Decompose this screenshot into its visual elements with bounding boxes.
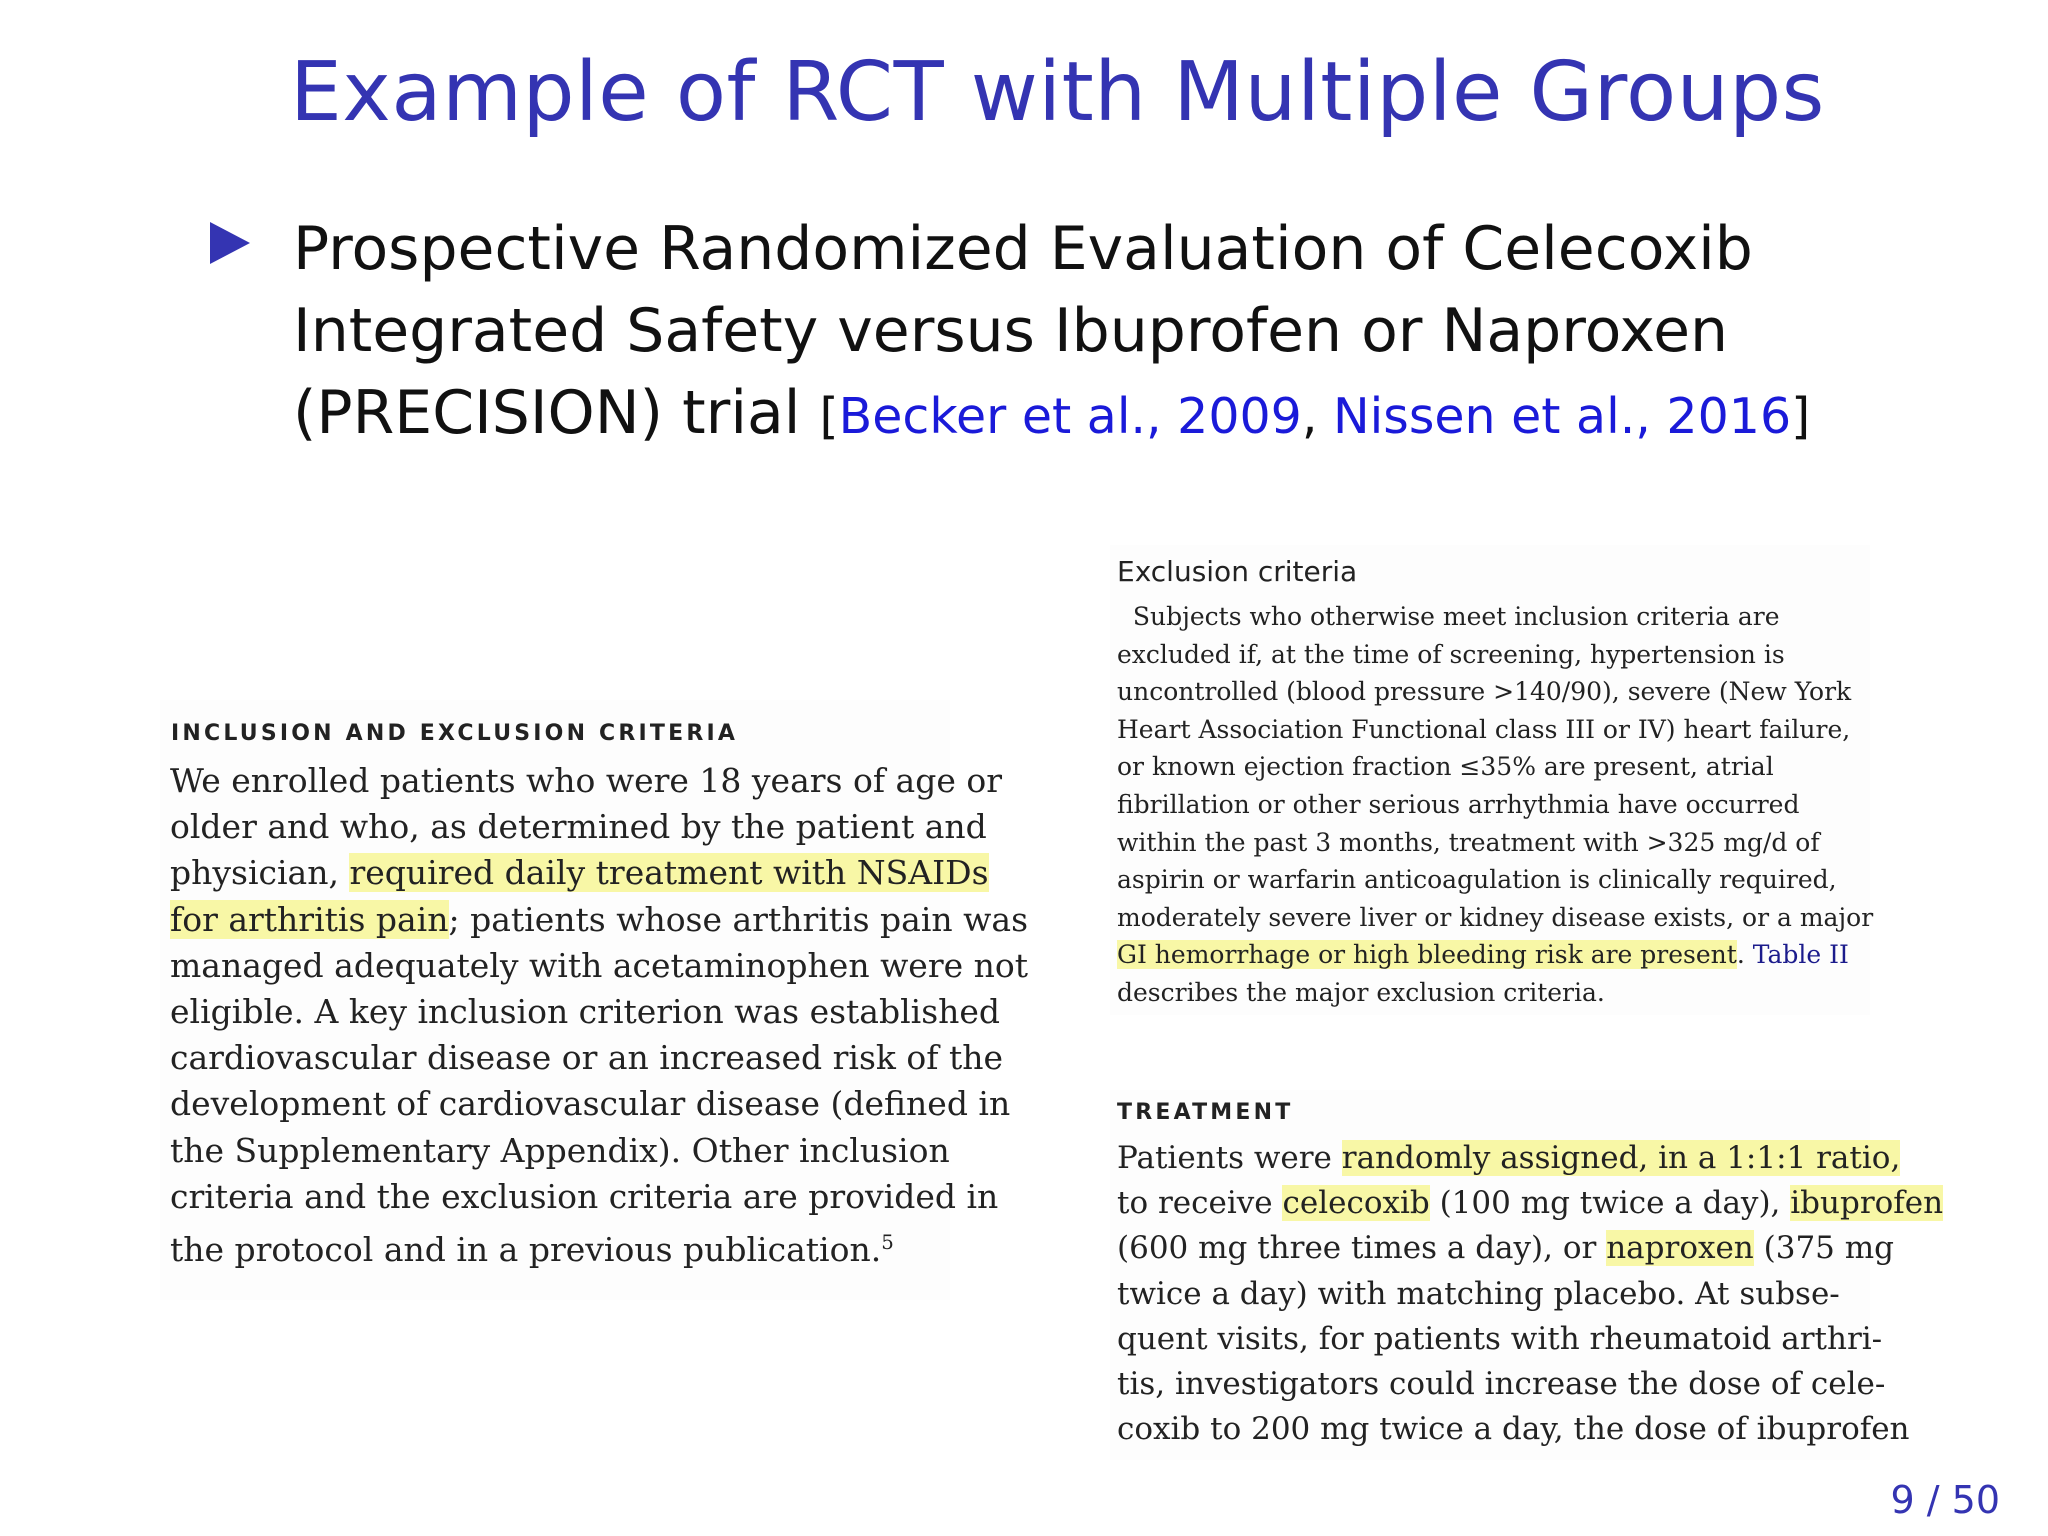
page-number: 9 / 50: [1890, 1478, 2000, 1522]
excerpt-line: [170, 1220, 1028, 1273]
excerpt-text: describes the major exclusion criteria.: [1117, 977, 1605, 1007]
excerpt-line: [1117, 598, 1873, 636]
excerpt-line: [170, 897, 1028, 943]
excerpt-line: [1117, 786, 1873, 824]
treatment-heading: TREATMENT: [1117, 1100, 1294, 1125]
treatment-body: [1117, 1136, 1943, 1452]
bullet-triangle-icon: [210, 222, 250, 264]
excerpt-line: [1117, 1136, 1943, 1181]
highlighted-text: naproxen: [1606, 1230, 1754, 1267]
excerpt-text: within the past 3 months, treatment with >325 mg/d of: [1117, 827, 1820, 857]
excerpt-text: managed adequately with acetaminophen were not: [170, 945, 1029, 985]
excerpt-text: .: [1736, 940, 1753, 970]
excerpt-line: [1117, 748, 1873, 786]
inclusion-heading: INCLUSION AND EXCLUSION CRITERIA: [171, 721, 739, 746]
excerpt-line: [170, 1035, 1028, 1081]
excerpt-line: [1117, 1317, 1943, 1362]
excerpt-line: [1117, 974, 1873, 1012]
excerpt-text: the protocol and in a previous publication.: [170, 1230, 882, 1270]
highlighted-text: celecoxib: [1282, 1185, 1430, 1222]
citation-group: [820, 388, 1811, 445]
excerpt-text: (100 mg twice a day),: [1429, 1185, 1791, 1222]
excerpt-text: (600 mg three times a day), or: [1117, 1230, 1607, 1267]
excerpt-text: physician,: [170, 853, 350, 893]
excerpt-line: [170, 804, 1028, 850]
excerpt-line: [170, 1081, 1028, 1127]
exclusion-body: [1117, 598, 1873, 1012]
highlighted-text: GI hemorrhage or high bleeding risk are present: [1117, 940, 1737, 970]
excerpt-line: [1117, 1272, 1943, 1317]
excerpt-line: [1117, 1407, 1943, 1452]
excerpt-line: [1117, 1181, 1943, 1226]
footnote-superscript: 5: [881, 1231, 894, 1255]
excerpt-line: [1117, 636, 1873, 674]
excerpt-text: aspirin or warfarin anticoagulation is clinically required,: [1117, 865, 1837, 895]
bullet-line-1: Prospective Randomized Evaluation of Celecoxib: [293, 214, 1753, 284]
excerpt-text: moderately severe liver or kidney disease exists, or a major: [1117, 902, 1874, 932]
bullet-text: [293, 208, 1853, 458]
excerpt-text: or known ejection fraction ≤35% are present, atrial: [1117, 752, 1774, 782]
excerpt-text: to receive: [1117, 1185, 1283, 1222]
excerpt-line: [1117, 1226, 1943, 1271]
bullet-line-3: [293, 372, 1853, 458]
excerpt-line: [170, 850, 1028, 896]
excerpt-line: [1117, 936, 1873, 974]
excerpt-text: older and who, as determined by the patient and: [170, 807, 987, 847]
excerpt-text: (375 mg: [1753, 1230, 1894, 1267]
citation-link-nissen[interactable]: Nissen et al., 2016: [1333, 388, 1792, 445]
excerpt-text: coxib to 200 mg twice a day, the dose of ibuprofen: [1117, 1411, 1910, 1448]
excerpt-line: [1117, 899, 1873, 937]
excerpt-text: the Supplementary Appendix). Other inclusion: [170, 1130, 950, 1170]
citation-bracket-open: [: [819, 388, 839, 445]
excerpt-text: excluded if, at the time of screening, hypertension is: [1117, 639, 1785, 669]
exclusion-heading: Exclusion criteria: [1117, 555, 1358, 588]
excerpt-text: Subjects who otherwise meet inclusion criteria are: [1117, 602, 1780, 631]
excerpt-line: [1117, 673, 1873, 711]
excerpt-text: uncontrolled (blood pressure >140/90), severe (New York: [1117, 677, 1852, 707]
excerpt-text: Patients were: [1117, 1140, 1342, 1176]
table-reference-link[interactable]: Table II: [1752, 940, 1849, 970]
citation-bracket-close: ]: [1791, 388, 1811, 445]
citation-link-becker[interactable]: Becker et al., 2009: [838, 388, 1302, 445]
excerpt-text: eligible. A key inclusion criterion was established: [170, 992, 1001, 1032]
excerpt-line: [170, 1174, 1028, 1220]
excerpt-line: [170, 758, 1028, 804]
excerpt-text: criteria and the exclusion criteria are provided in: [170, 1176, 999, 1216]
inclusion-body: [170, 758, 1028, 1273]
citation-separator: ,: [1301, 388, 1334, 445]
highlighted-text: randomly assigned, in a 1:1:1 ratio,: [1341, 1140, 1901, 1176]
excerpt-line: [1117, 1362, 1943, 1407]
highlighted-text: ibuprofen: [1790, 1185, 1944, 1222]
bullet-line-3-text: (PRECISION) trial: [293, 378, 820, 448]
bullet-line-2: Integrated Safety versus Ibuprofen or Naproxen: [293, 296, 1729, 366]
excerpt-text: Heart Association Functional class III or IV) heart failure,: [1117, 714, 1851, 744]
excerpt-text: twice a day) with matching placebo. At subse-: [1117, 1275, 1840, 1312]
excerpt-line: [170, 989, 1028, 1035]
excerpt-text: cardiovascular disease or an increased risk of the: [170, 1038, 1003, 1078]
excerpt-line: [170, 943, 1028, 989]
excerpt-line: [1117, 711, 1873, 749]
excerpt-text: fibrillation or other serious arrhythmia have occurred: [1117, 789, 1800, 819]
highlighted-text: required daily treatment with NSAIDs: [349, 853, 989, 893]
excerpt-line: [1117, 861, 1873, 899]
excerpt-line: [170, 1128, 1028, 1174]
excerpt-text: quent visits, for patients with rheumatoid arthri-: [1117, 1320, 1883, 1357]
excerpt-text: ; patients whose arthritis pain was: [448, 899, 1028, 939]
excerpt-line: [1117, 824, 1873, 862]
excerpt-text: We enrolled patients who were 18 years of age or: [170, 761, 1002, 800]
slide-title: Example of RCT with Multiple Groups: [290, 45, 1825, 140]
excerpt-text: tis, investigators could increase the dose of cele-: [1117, 1366, 1886, 1403]
highlighted-text: for arthritis pain: [170, 899, 449, 939]
excerpt-text: development of cardiovascular disease (defined in: [170, 1084, 1011, 1124]
